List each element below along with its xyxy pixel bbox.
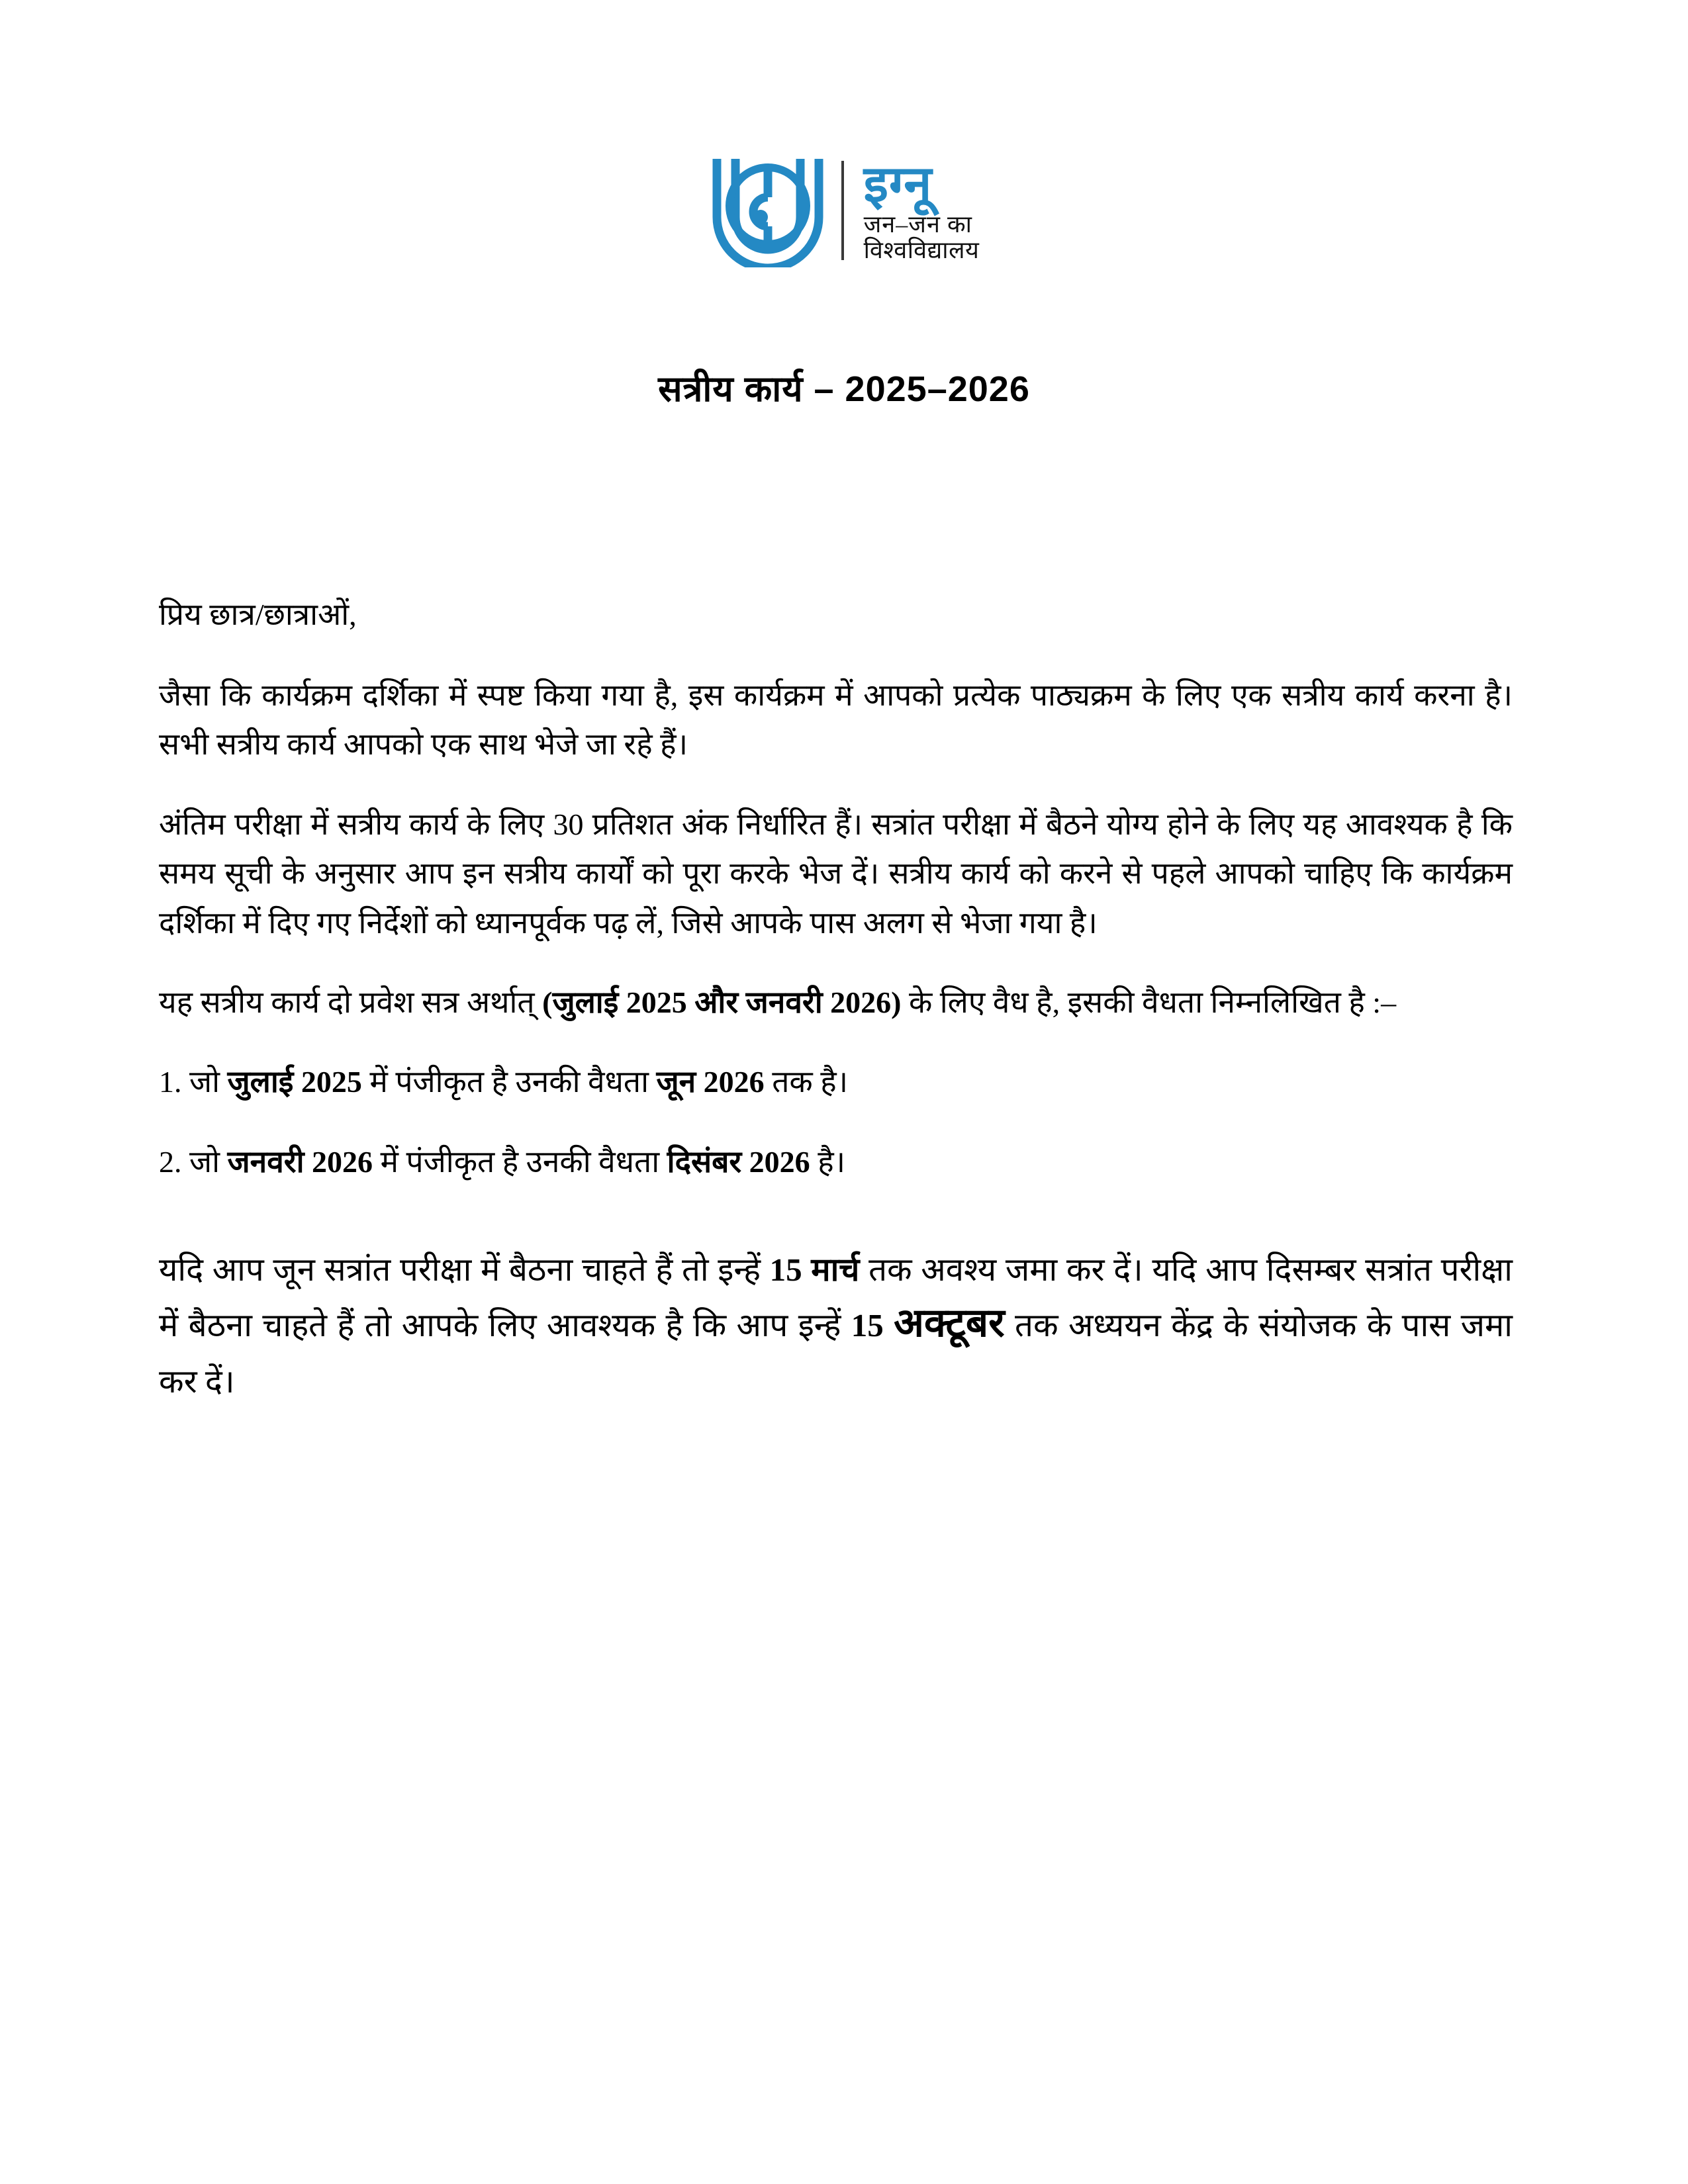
deadline-october-day-bold: 15 [851,1307,894,1344]
list-item [159,1138,1513,1185]
list-item-bold-validity: जून 2026 [656,1064,765,1099]
list-item-before: जो [189,1064,228,1099]
paragraph-intro: जैसा कि कार्यक्रम दर्शिका में स्पष्ट किया गया है, इस कार्यक्रम में आपको प्रत्येक पाठ्यक्रम के लिए एक सत्रीय कार्य करना है। सभी सत्रीय कार्य आपको एक साथ भेजे जा रहे हैं। [159,678,1513,762]
list-item-bold-session: जुलाई 2025 [227,1064,362,1099]
submission-segment-3: तक अध्ययन केंद्र के संयोजक के पास जमा कर दें। [159,1307,1513,1400]
logo-divider [841,161,844,260]
logo-tagline-line-1: जन–जन का [863,210,972,238]
ignou-logo [0,154,1688,267]
logo-tagline-line-2: विश्वविद्यालय [863,236,980,263]
paragraph-validity-intro [159,978,1513,1028]
list-item-bold-validity: दिसंबर 2026 [667,1144,810,1179]
ignou-emblem-icon [709,154,827,267]
validity-intro-after: के लिए वैध है, इसकी वैधता निम्नलिखित है :– [901,985,1397,1020]
validity-sessions-bold: (जुलाई 2025 और जनवरी 2026) [542,985,902,1020]
logo-brand-text: इग्नू [863,156,933,212]
list-item [159,1058,1513,1105]
list-item-number: 1. [159,1064,182,1099]
list-item-before: जो [189,1144,228,1179]
list-item-middle: में पंजीकृत है उनकी वैधता [373,1144,667,1179]
list-item-bold-session: जनवरी 2026 [227,1144,373,1179]
paragraph-submission-deadlines [159,1242,1513,1410]
page-title: सत्रीय कार्य – 2025–2026 [658,369,1030,409]
deadline-october-month-bold: अक्टूबर [894,1301,1005,1345]
logo-inner [709,154,980,267]
validity-intro-before: यह सत्रीय कार्य दो प्रवेश सत्र अर्थात् [159,985,543,1020]
deadline-march-bold: 15 मार्च [769,1251,860,1289]
salutation: प्रिय छात्र/छात्राओं, [159,598,357,631]
logo-wordmark [863,156,980,263]
submission-segment-1: यदि आप जून सत्रांत परीक्षा में बैठना चाहते हैं तो इन्हें [159,1251,770,1289]
document-body [159,596,1513,1410]
list-item-middle: में पंजीकृत है उनकी वैधता [361,1064,657,1099]
list-item-number: 2. [159,1144,182,1179]
list-item-after: है। [810,1144,846,1179]
paragraph-marks-and-instructions: अंतिम परीक्षा में सत्रीय कार्य के लिए 30 प्रतिशत अंक निर्धारित हैं। सत्रांत परीक्षा में बैठने योग्य होने के लिए यह आवश्यक है कि समय सूची के अनुसार आप इन सत्रीय कार्यों को पूरा करके भेज दें। सत्रीय कार्य को करने से पहले आपको चाहिए कि कार्यक्रम दर्शिका में दिए गए निर्देशों को ध्यानपूर्वक पढ़ लें, जिसे आपके पास अलग से भेजा गया है। [159,807,1513,940]
submission-segment-2: तक अवश्य जमा कर दें। यदि आप दिसम्बर सत्रांत परीक्षा में बैठना चाहते हैं तो आपके लिए आवश्यक है कि आप इन्हें [159,1251,1513,1344]
list-item-after: तक है। [764,1064,849,1099]
